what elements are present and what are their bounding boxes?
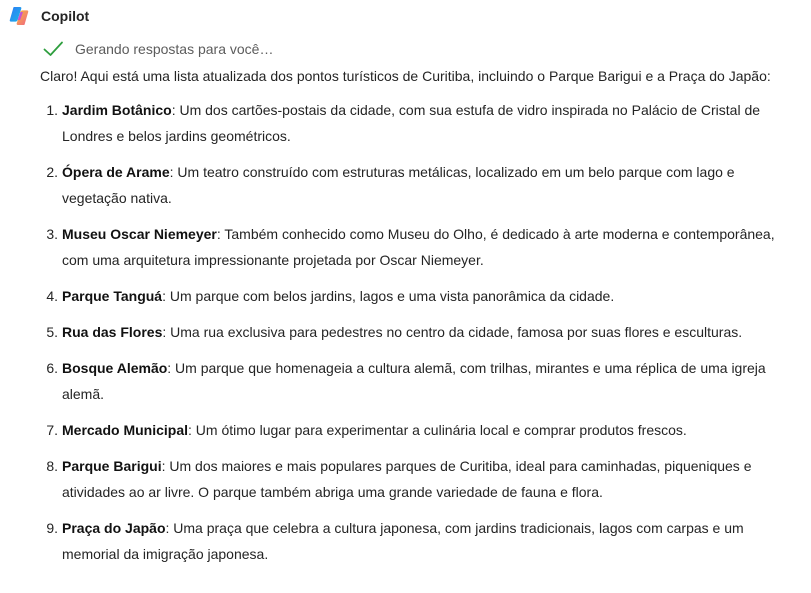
- list-item-number: 6.: [46, 360, 58, 376]
- status-text: Gerando respostas para você…: [75, 41, 274, 57]
- response-body: [40, 63, 800, 577]
- attraction-name: Bosque Alemão: [62, 360, 168, 376]
- attraction-description: : Um teatro construído com estruturas metálicas, localizado em um belo parque com lago e vegetação nativa.: [62, 164, 735, 206]
- attraction-description: : Um dos cartões-postais da cidade, com sua estufa de vidro inspirada no Palácio de Cristal de Londres e belos jardins geométricos.: [62, 102, 761, 144]
- list-item-number: 1.: [46, 102, 58, 118]
- attraction-name: Praça do Japão: [62, 520, 166, 536]
- list-item-number: 8.: [46, 458, 58, 474]
- attraction-name: Jardim Botânico: [62, 102, 172, 118]
- list-item-number: 2.: [46, 164, 58, 180]
- list-item-number: 4.: [46, 288, 58, 304]
- list-item: [46, 515, 800, 567]
- list-item-number: 5.: [46, 324, 58, 340]
- list-item-number: 3.: [46, 226, 58, 242]
- list-item: [46, 319, 800, 345]
- generation-status: [42, 38, 273, 60]
- message-header: [8, 5, 89, 27]
- attraction-name: Parque Barigui: [62, 458, 162, 474]
- attraction-name: Mercado Municipal: [62, 422, 189, 438]
- app-name: Copilot: [41, 8, 90, 24]
- attraction-name: Rua das Flores: [62, 324, 163, 340]
- attraction-name: Ópera de Arame: [62, 164, 170, 180]
- attraction-description: : Um parque com belos jardins, lagos e uma vista panorâmica da cidade.: [162, 288, 615, 304]
- attraction-description: : Um dos maiores e mais populares parques de Curitiba, ideal para caminhadas, piqueniques e atividades ao ar livre. O parque também abriga uma grande variedade de fauna e flora.: [62, 458, 752, 500]
- list-item-number: 7.: [46, 422, 58, 438]
- list-item-number: 9.: [46, 520, 58, 536]
- list-item: [46, 417, 800, 443]
- attraction-description: : Um parque que homenageia a cultura alemã, com trilhas, mirantes e uma réplica de uma igreja alemã.: [62, 360, 766, 402]
- response-intro: Claro! Aqui está uma lista atualizada dos pontos turísticos de Curitiba, incluindo o Parque Barigui e a Praça do Japão:: [40, 68, 771, 84]
- attraction-description: : Um ótimo lugar para experimentar a culinária local e comprar produtos frescos.: [188, 422, 687, 438]
- list-item: [46, 453, 800, 505]
- list-item: [46, 283, 800, 309]
- checkmark-icon: [42, 40, 64, 58]
- attraction-name: Parque Tanguá: [62, 288, 163, 304]
- attraction-name: Museu Oscar Niemeyer: [62, 226, 217, 242]
- list-item: [46, 159, 800, 211]
- list-item: [46, 97, 800, 149]
- copilot-logo-icon: [8, 5, 30, 27]
- attraction-description: : Uma rua exclusiva para pedestres no centro da cidade, famosa por suas flores e esculturas.: [162, 324, 743, 340]
- attraction-description: : Uma praça que celebra a cultura japonesa, com jardins tradicionais, lagos com carpas e um memorial da imigração japonesa.: [62, 520, 744, 562]
- list-item: [46, 355, 800, 407]
- list-item: [46, 221, 800, 273]
- attraction-description: : Também conhecido como Museu do Olho, é dedicado à arte moderna e contemporânea, com uma arquitetura impressionante projetada por Oscar Niemeyer.: [62, 226, 775, 268]
- attractions-list: [40, 97, 800, 567]
